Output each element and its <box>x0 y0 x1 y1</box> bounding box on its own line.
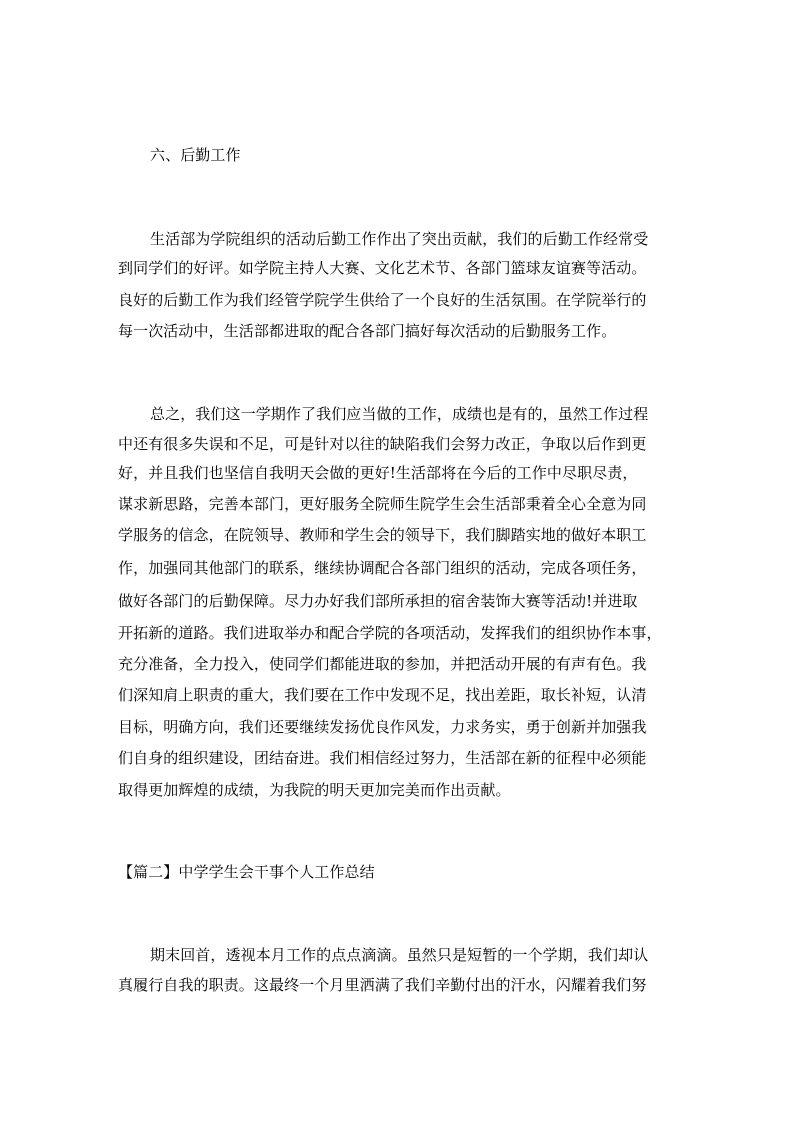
paragraph-summary-line-9: 充分准备，全力投入，使同学们都能进取的参加，并把活动开展的有声有色。我 <box>118 655 647 673</box>
paragraph-summary-line-5: 学服务的信念，在院领导、教师和学生会的领导下，我们脚踏实地的做好本职工 <box>118 526 647 544</box>
paragraph-summary-line-7: 做好各部门的后勤保障。尽力办好我们部所承担的宿舍装饰大赛等活动!并进取 <box>118 592 638 610</box>
paragraph-summary-line-3: 好，并且我们也坚信自我明天会做的更好!生活部将在今后的工作中尽职尽责， <box>118 464 638 482</box>
paragraph-summary-line-8: 开拓新的道路。我们进取举办和配合学院的各项活动，发挥我们的组织协作本事， <box>118 624 662 642</box>
paragraph-logistics-line-3: 良好的后勤工作为我们经管学院学生供给了一个良好的生活氛围。在学院举行的 <box>118 291 647 309</box>
paragraph-part-two-line-1: 期末回首，透视本月工作的点点滴滴。虽然只是短暂的一个学期，我们却认 <box>150 946 649 964</box>
paragraph-summary-line-2: 中还有很多失误和不足，可是针对以往的缺陷我们会努力改正，争取以后作到更 <box>118 435 647 453</box>
section-heading-logistics: 六、后勤工作 <box>150 146 241 164</box>
paragraph-logistics-line-2: 到同学们的好评。如学院主持人大赛、文化艺术节、各部门篮球友谊赛等活动。 <box>118 259 647 277</box>
paragraph-logistics-line-1: 生活部为学院组织的活动后勤工作作出了突出贡献，我们的后勤工作经常受 <box>150 230 649 248</box>
section-heading-part-two: 【篇二】中学学生会干事个人工作总结 <box>118 863 375 881</box>
paragraph-summary-line-12: 们自身的组织建设，团结奋进。我们相信经过努力，生活部在新的征程中必须能 <box>118 749 647 767</box>
paragraph-summary-line-1: 总之，我们这一学期作了我们应当做的工作，成绩也是有的，虽然工作过程 <box>150 405 649 423</box>
paragraph-summary-line-10: 们深知肩上职责的重大，我们要在工作中发现不足，找出差距，取长补短，认清 <box>118 686 647 704</box>
paragraph-logistics-line-4: 每一次活动中，生活部都进取的配合各部门搞好每次活动的后勤服务工作。 <box>118 322 617 340</box>
paragraph-part-two-line-2: 真履行自我的职责。这最终一个月里洒满了我们辛勤付出的汗水，闪耀着我们努 <box>118 976 647 994</box>
paragraph-summary-line-4: 谋求新思路，完善本部门，更好服务全院师生院学生会生活部秉着全心全意为同 <box>118 495 647 513</box>
paragraph-summary-line-11: 目标，明确方向，我们还要继续发扬优良作风发，力求务实，勇于创新并加强我 <box>118 718 647 736</box>
paragraph-summary-line-13: 取得更加辉煌的成绩，为我院的明天更加完美而作出贡献。 <box>118 781 511 799</box>
paragraph-summary-line-6: 作，加强同其他部门的联系，继续协调配合各部门组织的活动，完成各项任务， <box>118 559 647 577</box>
